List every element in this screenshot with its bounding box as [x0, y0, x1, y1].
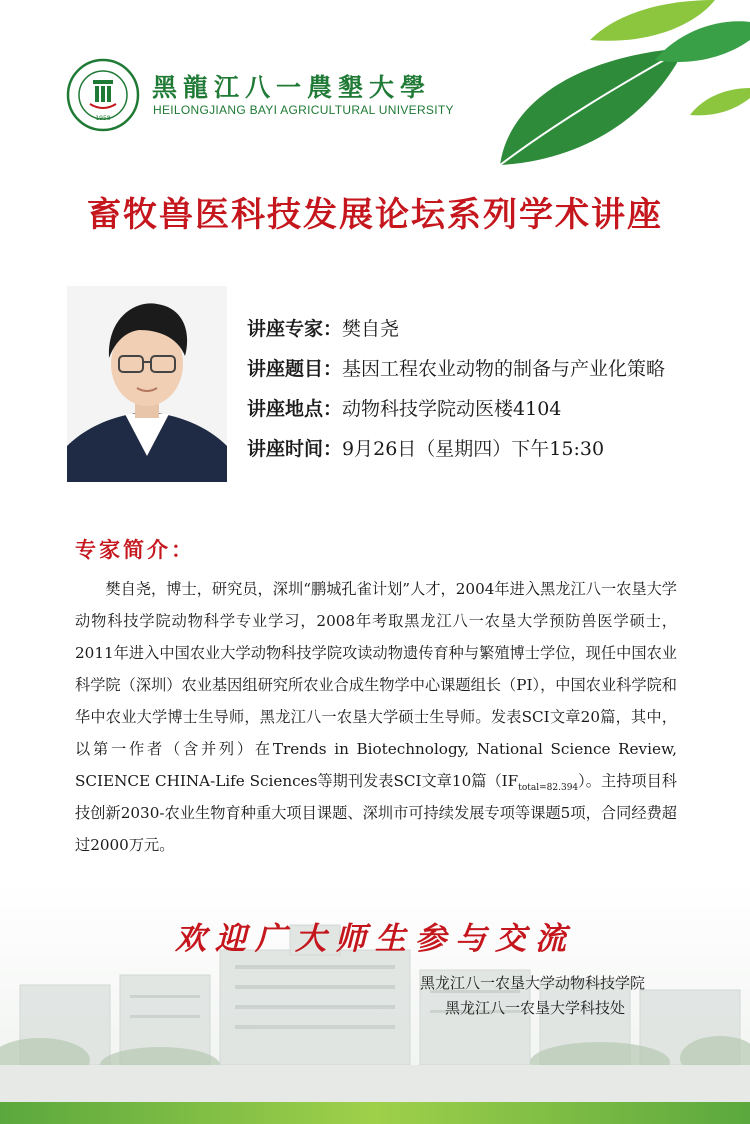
venue-label: 讲座地点：: [247, 398, 343, 420]
info-topic: [247, 354, 665, 381]
bio-text-part1: 樊自尧，博士，研究员，深圳“鹏城孔雀计划”人才，2004年进入黑龙江八一农垦大学动物科技学院动物科学专业学习，2008年考取黑龙江八一农垦大学预防兽医学硕士，2011年进入中国农业大学动物科技学院攻读动物遗传育种与繁殖博士学位，现任中国农业科学院（深圳）农业基因组研究所农业合成生物学中心课题组长（PI），中国农业科学院和华中农业大学博士生导师，黑龙江八一农垦大学硕士生导师。发表SCI文章20篇，其中，以第一作者（含并列）在Trends in Biotechnology, National Science Review, SCIENCE CHINA-Life Sciences等期刊发表SCI文章10篇（IF: [75, 580, 677, 790]
bio-heading: 专家简介：: [75, 538, 195, 562]
university-logo: [66, 58, 140, 132]
bio-text-part2: ）。主持项目科技创新2030-农业生物育种重大项目课题、深圳市可持续发展专项等课题5项，合同经费超过2000万元。: [75, 772, 677, 854]
logo-year: 1958: [95, 115, 111, 122]
expert-label: 讲座专家：: [247, 318, 343, 340]
poster-title: 畜牧兽医科技发展论坛系列学术讲座: [87, 195, 663, 235]
topic-value: 基因工程农业动物的制备与产业化策略: [342, 358, 666, 380]
expert-value: 樊自尧: [342, 318, 400, 340]
organizer-office: 黑龙江八一农垦大学科技处: [445, 999, 626, 1017]
time-value: 9月26日（星期四）下午15:30: [342, 438, 605, 460]
welcome-slogan: 欢迎广大师生参与交流: [175, 921, 575, 957]
university-name-cn: 黑龍江八一農墾大學: [152, 73, 432, 102]
university-name-en: HEILONGJIANG BAYI AGRICULTURAL UNIVERSITY: [153, 103, 454, 117]
venue-value: 动物科技学院动医楼4104: [342, 398, 562, 420]
expert-portrait: [67, 286, 227, 482]
info-expert: [247, 314, 399, 341]
bio-if-subscript: total=82.394: [518, 783, 579, 794]
leaf-decoration: [480, 0, 750, 175]
info-venue: [247, 394, 561, 421]
time-label: 讲座时间：: [247, 438, 343, 460]
topic-label: 讲座题目：: [247, 358, 343, 380]
bio-paragraph: [75, 573, 677, 861]
info-time: [247, 434, 604, 461]
organizer-college: 黑龙江八一农垦大学动物科技学院: [420, 974, 646, 992]
